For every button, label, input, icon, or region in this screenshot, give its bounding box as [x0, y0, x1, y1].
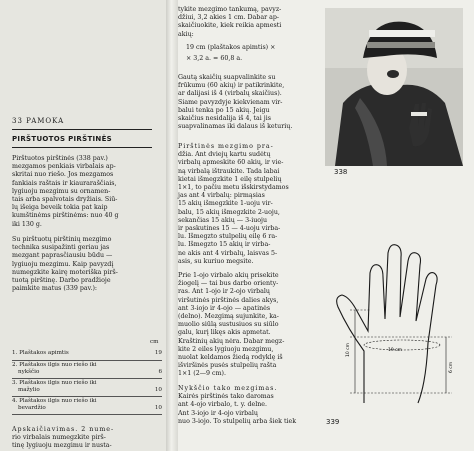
measurement-item [12, 349, 162, 361]
text-line: lygiuoju mezgimu su ornamen- [12, 187, 111, 195]
measurement-label: mažylio [18, 386, 40, 393]
text-line: Pirštinės mezgimo pra- [178, 143, 274, 150]
text-line: 1×1, to pačiu metu išskirstydamos [178, 184, 289, 192]
measurement-label: 4. Plaštakos ilgis nuo riešo iki [12, 397, 97, 404]
text-line: balui tenka po 15 akių. Jeigu [178, 106, 270, 114]
text-line: Ant 3-iojo ir 4-ojo virbalų [178, 409, 258, 417]
text-line: tinę lygiuoju mezgimu ir nusta- [12, 442, 112, 450]
text-line: akių: [178, 30, 194, 38]
divider [12, 147, 152, 148]
divider [12, 129, 152, 130]
text-line: tykite mezgimo tankumą, pavyz- [178, 6, 282, 13]
text-line: ną virbalą ištraukite. Tada labai [178, 167, 280, 175]
hand-label-b: 6 cm [449, 361, 454, 373]
text-line: galu, kurį likęs akis apmetat. [178, 329, 271, 337]
text-line: Siame pavyzdyje kiekvienam vir- [178, 98, 283, 106]
figure-caption-339: 339 [326, 418, 340, 426]
text-line: sekančias 15 akių — 3-iuoju [178, 216, 268, 224]
text-line: 15 akių išmegzkite 1-uoju vir- [178, 200, 273, 208]
text-line: džia. Ant dviejų kartu sudėtų [178, 151, 271, 159]
text-line: technika susipažinti geriau jas [12, 244, 110, 252]
measurement-label: bevardžio [18, 404, 46, 411]
text-line: ir paskutines 15 — 4-uoju virba- [178, 225, 281, 233]
text-line: tuotą pirštinę. Darbo pradžioje [12, 277, 111, 285]
text-line: žiogelį — tai bus darbo orienty- [178, 280, 279, 288]
text-line: nuolat keldamos žiedą rodyklę iš [178, 354, 283, 362]
cm-label: cm [150, 339, 159, 345]
measurement-item [12, 361, 162, 379]
right-column-start [178, 143, 289, 266]
right-column-thumb [178, 385, 296, 426]
text-line: (delno). Mezgimą sujunkite, ka- [178, 313, 279, 321]
text-line: muolio siūlą sustusiuos su siūlo [178, 321, 279, 329]
text-line: balu, 15 akių išmegzkite 2-uoju, [178, 208, 280, 216]
text-line: lu. Išmegzto 15 akių ir virba- [178, 241, 271, 249]
measurement-item [12, 397, 162, 415]
text-line: kietai išmegzkite 1 eilę stulpelių [178, 175, 282, 183]
paragraph-intro [12, 155, 119, 229]
text-line: suapvalinamas iki dalaus iš keturių. [178, 123, 293, 131]
text-line: skaičius nesidalija iš 4, tai jis [178, 115, 271, 123]
text-line: lygiuoju mezgimu. Kaip pavyzdį [12, 260, 114, 268]
measurement-value: 10 [154, 386, 162, 393]
text-line: Gautą skaičių suapvalinkite su [178, 74, 276, 81]
text-line: ant 3-iojo ir 4-ojo — apatinės [178, 304, 271, 312]
text-line: tais arba spalvotais dryžiais. Siū- [12, 196, 118, 204]
formula-line: 19 cm (plaštakos apimtis) × [186, 44, 276, 51]
text-line: ar dalijasi iš 4 (virbalų skaičius). [178, 90, 282, 98]
measurement-item [12, 379, 162, 397]
measurement-value: 6 [158, 368, 162, 375]
text-line: virbalų apmeskite 60 akių, ir vie- [178, 159, 284, 167]
measurement-label: nykščio [18, 368, 40, 375]
text-line: Apskaičiavimas. 2 nume- [12, 426, 115, 433]
text-line: Kairės pirštinės tako daromas [178, 393, 274, 401]
text-line: jas ant 4 virbalų: pirmąsias [178, 192, 265, 200]
right-column-rounding [178, 74, 292, 131]
text-line: lu. Išmegzto stulpelių eilę 6 ra- [178, 233, 278, 241]
text-line: ant 4-ojo virbalo, t. y. delne. [178, 401, 267, 409]
measurement-label: 1. Plaštakos apimtis [12, 350, 69, 356]
text-line: Su pirštuotų pirštinių mezgimo [12, 236, 112, 243]
photo-knit-hat-figure [325, 8, 463, 166]
text-line: frūkumu (60 akių) ir patikrinkite, [178, 82, 285, 90]
text-line: kite 2 eiles lygiuoju mezgimu, [178, 345, 274, 353]
text-line: ne akis ant 4 virbalų, laisvas 5- [178, 249, 278, 257]
hand-label-a: 10 cm [346, 342, 351, 357]
text-line: paimkite matus (339 pav.): [12, 285, 98, 293]
paragraph-calculation [12, 426, 114, 451]
text-line: Pirštuotos pirštinės (338 pav.) [12, 155, 108, 162]
book-gutter [166, 0, 178, 451]
text-line: skaičiuokite, kiek reikia apmesti [178, 22, 282, 30]
formula-line: × 3,2 a. = 60,8 a. [186, 55, 243, 63]
text-line: 1×1 (2—9 cm). [178, 370, 227, 378]
figure-caption-338: 338 [334, 168, 348, 176]
text-line: iki 130 g. [12, 220, 42, 228]
measurement-label: 3. Plaštakos ilgis nuo riešo iki [12, 379, 97, 386]
paragraph-technique [12, 236, 118, 293]
lesson-title: 33 PAMOKA [12, 117, 65, 125]
text-line: skritai nuo riešo. Jos mezgamos [12, 171, 114, 179]
right-column-rows [178, 272, 284, 379]
text-line: fankiais raštais ir kiauraraščiais, [12, 179, 117, 187]
measurement-label: 2. Plaštakos ilgis nuo riešo iki [12, 361, 97, 368]
text-line: lų išeiga beveik tokia pat kaip [12, 204, 108, 212]
text-line: Kraštinių akių nėra. Dabar megz- [178, 337, 285, 345]
measurement-value: 19 [154, 350, 162, 356]
text-line: kumštinėms pirštinėms: nuo 40 g [12, 212, 119, 220]
text-line: išviršinės pusės stulpelių rašta [178, 362, 277, 370]
text-line: Prie 1-ojo virbalo akių prisekite [178, 272, 279, 279]
text-line: asis, su kuriuo megsite. [178, 257, 254, 265]
text-line: ras. Ant 1-ojo ir 2-ojo virbalų [178, 288, 270, 296]
text-line: mezgamos penkiais virbalais ap- [12, 163, 116, 171]
text-line: mezgant paprasčiausiu būdu — [12, 252, 113, 260]
section-title: PIRŠTUOTOS PIRŠTINĖS [12, 135, 113, 143]
text-line: džiui, 3,2 akies 1 cm. Dabar ap- [178, 14, 280, 22]
text-line: nuo 3-iojo. To stulpelių arba šiek tiek [178, 417, 297, 425]
right-column-top [178, 6, 281, 39]
text-line: Nykščio tako mezgimas. [178, 385, 278, 392]
measurement-list [12, 349, 162, 415]
hand-label-c: 19 cm [388, 348, 403, 353]
formula [186, 44, 275, 63]
hand-measurement-diagram [330, 233, 465, 410]
text-line: rio virbalais numegzkite pirš- [12, 434, 106, 442]
text-line: numegzkite kairę moteriška pirš- [12, 268, 118, 276]
text-line: viršutinės pirštinės dalies akys, [178, 296, 279, 304]
measurement-value: 10 [154, 404, 162, 411]
photo-illustration [325, 8, 463, 166]
